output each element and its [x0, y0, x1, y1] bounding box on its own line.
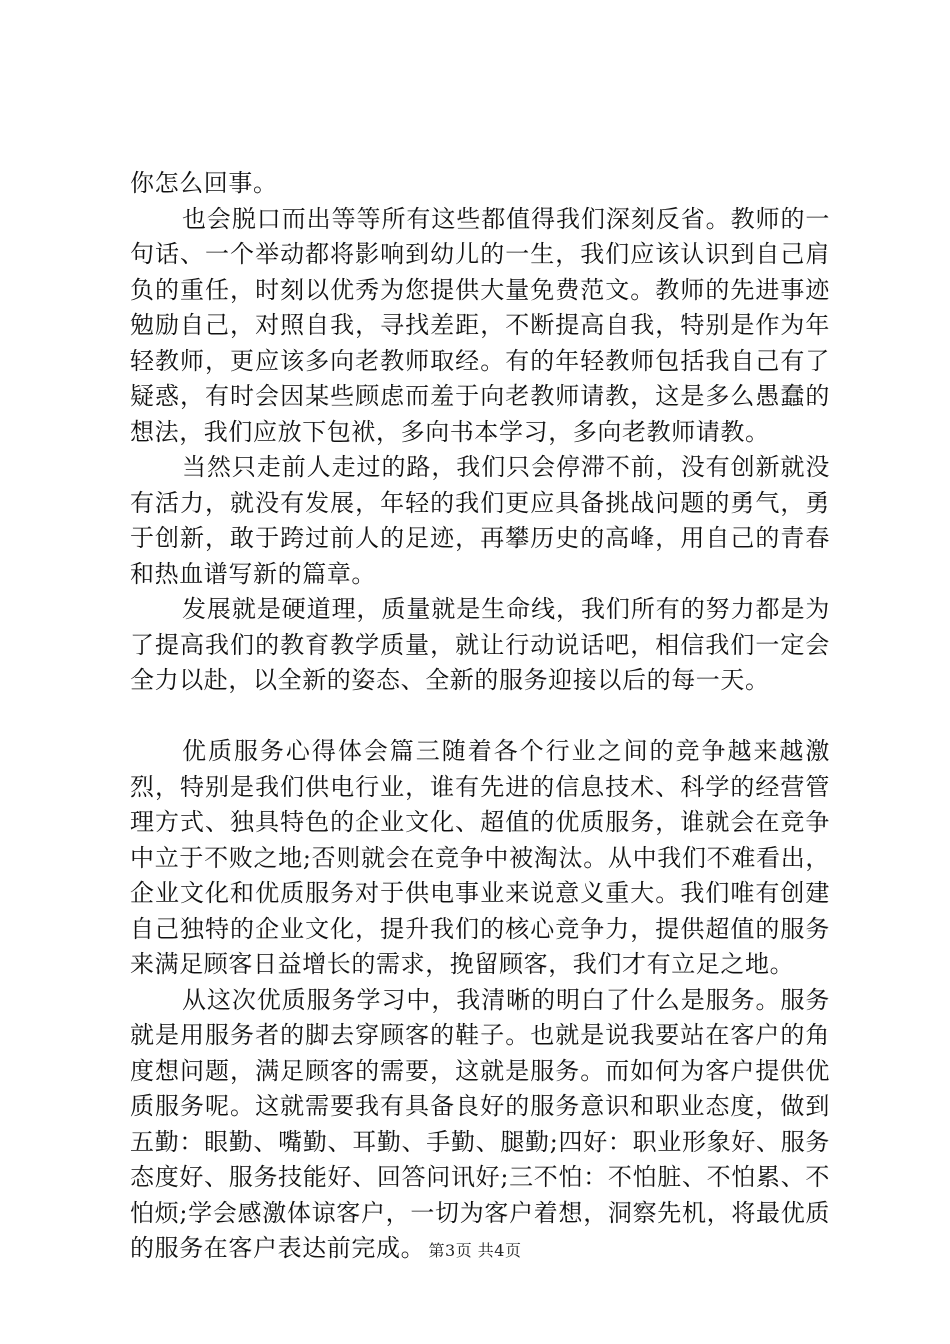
paragraph-3: 当然只走前人走过的路，我们只会停滞不前，没有创新就没有活力，就没有发展，年轻的我们更应具备挑战问题的勇气，勇于创新，敢于跨过前人的足迹，再攀历史的高峰，用自己的青春和热血谱写新的篇章。 — [130, 453, 830, 588]
paragraph-6: 从这次优质服务学习中，我清晰的明白了什么是服务。服务就是用服务者的脚去穿顾客的鞋子。也就是说我要站在客户的角度想问题，满足顾客的需要，这就是服务。而如何为客户提供优质服务呢。这就需要我有具备良好的服务意识和职业态度，做到五勤：眼勤、嘴勤、耳勤、手勤、腿勤;四好：职业形象好、服务态度好、服务技能好、回答问讯好;三不怕：不怕脏、不怕累、不怕烦;学会感激体谅客户，一切为客户着想，洞察先机，将最优质的服务在客户表达前完成。 — [130, 985, 830, 1262]
page-footer: 第3页 共4页 — [428, 1241, 522, 1260]
paragraph-gap — [130, 699, 830, 735]
paragraph-5: 优质服务心得体会篇三随着各个行业之间的竞争越来越激烈，特别是我们供电行业，谁有先进的信息技术、科学的经营管理方式、独具特色的企业文化、超值的优质服务，谁就会在竞争中立于不败之地;否则就会在竞争中被淘汰。从中我们不难看出，企业文化和优质服务对于供电事业来说意义重大。我们唯有创建自己独特的企业文化，提升我们的核心竞争力，提供超值的服务来满足顾客日益增长的需求，挽留顾客，我们才有立足之地。 — [130, 737, 830, 978]
paragraph-2: 也会脱口而出等等所有这些都值得我们深刻反省。教师的一句话、一个举动都将影响到幼儿的一生，我们应该认识到自己肩负的重任，时刻以优秀为您提供大量免费范文。教师的先进事迹勉励自己，对照自我，寻找差距，不断提高自我，特别是作为年轻教师，更应该多向老教师取经。有的年轻教师包括我自己有了疑惑，有时会因某些顾虑而羞于向老教师请教，这是多么愚蠢的想法，我们应放下包袱，多向书本学习，多向老教师请教。 — [130, 204, 830, 446]
document-body — [130, 166, 830, 1267]
paragraph-1: 你怎么回事。 — [130, 169, 278, 197]
paragraph-4: 发展就是硬道理，质量就是生命线，我们所有的努力都是为了提高我们的教育教学质量，就让行动说话吧，相信我们一定会全力以赴，以全新的姿态、全新的服务迎接以后的每一天。 — [130, 595, 830, 694]
